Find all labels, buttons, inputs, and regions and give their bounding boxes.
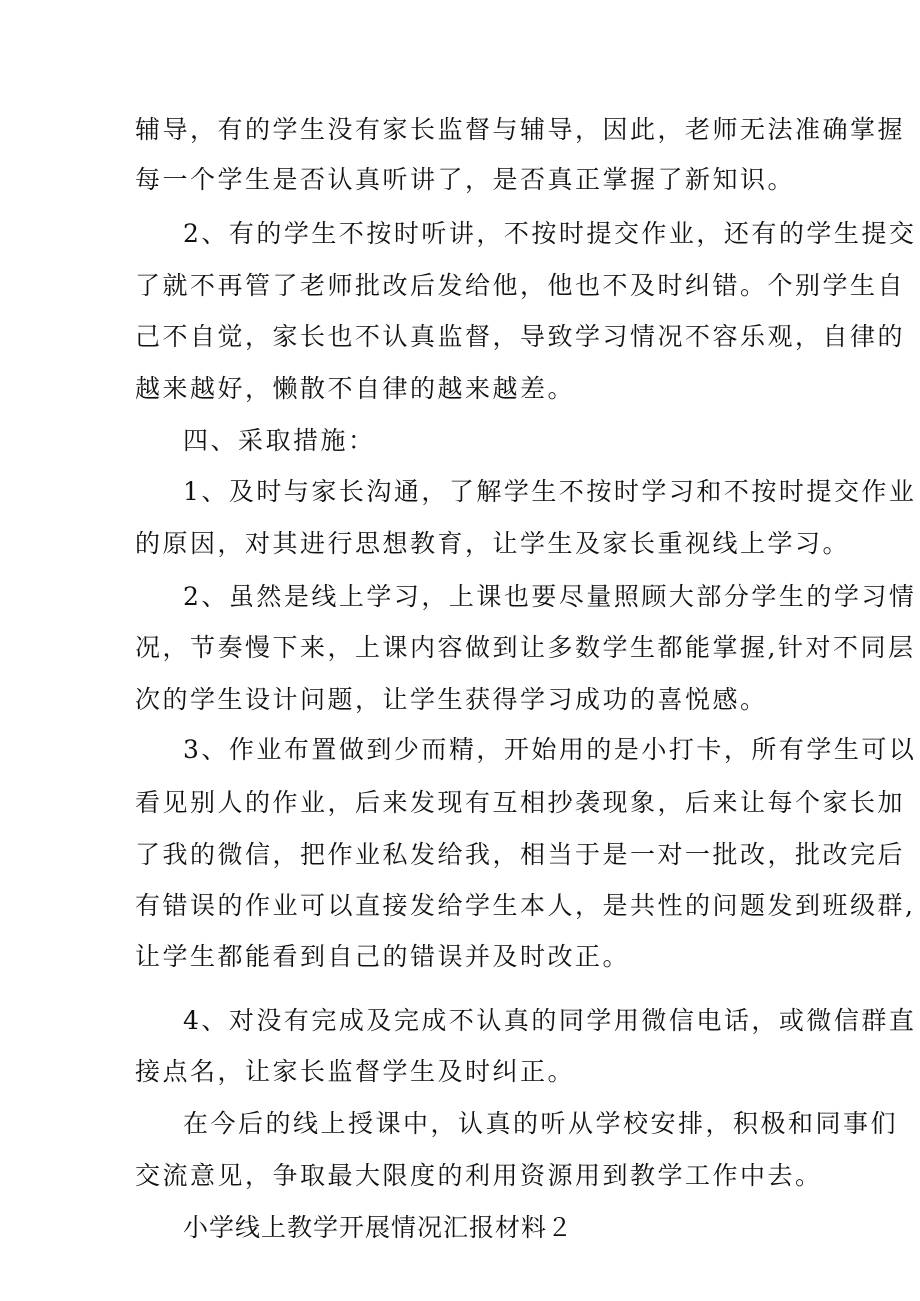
text-line: 的原因，对其进行思想教育，让学生及家长重视线上学习。 (135, 529, 851, 559)
text-line: 看见别人的作业，后来发现有互相抄袭现象，后来让每个家长加 (135, 788, 906, 818)
text-line: 4、对没有完成及完成不认真的同学用微信电话，或微信群直 (183, 1005, 917, 1035)
text-line: 1、及时与家长沟通，了解学生不按时学习和不按时提交作业 (183, 477, 917, 507)
subsection-title: 小学线上教学开展情况汇报材料２ (183, 1212, 574, 1242)
text-line: 了我的微信，把作业私发给我，相当于是一对一批改，批改完后 (135, 839, 906, 869)
text-line: 交流意见，争取最大限度的利用资源用到教学工作中去。 (135, 1160, 823, 1190)
text-line: 3、作业布置做到少而精，开始用的是小打卡，所有学生可以 (183, 735, 917, 765)
section-heading: 四、采取措施： (183, 425, 376, 455)
text-line: 己不自觉，家长也不认真监督，导致学习情况不容乐观，自律的 (135, 322, 906, 352)
text-line: 辅导，有的学生没有家长监督与辅导，因此，老师无法准确掌握 (135, 115, 906, 144)
text-line: 让学生都能看到自己的错误并及时改正。 (135, 941, 631, 971)
text-line: 每一个学生是否认真听讲了，是否真正掌握了新知识。 (135, 164, 796, 194)
text-line: 有错误的作业可以直接发给学生本人，是共性的问题发到班级群, (135, 890, 916, 920)
text-line: 2、虽然是线上学习，上课也要尽量照顾大部分学生的学习情 (183, 581, 917, 611)
text-line: 了就不再管了老师批改后发给他，他也不及时纠错。个别学生自 (135, 271, 906, 301)
text-line: 次的学生设计问题，让学生获得学习成功的喜悦感。 (135, 684, 768, 714)
text-line: 况，节奏慢下来，上课内容做到让多数学生都能掌握,针对不同层 (135, 632, 916, 662)
text-line: 2、有的学生不按时听讲，不按时提交作业，还有的学生提交 (183, 218, 917, 248)
text-line: 在今后的线上授课中，认真的听从学校安排，积极和同事们 (183, 1109, 899, 1139)
text-line: 越来越好，懒散不自律的越来越差。 (135, 373, 576, 403)
text-line: 接点名，让家长监督学生及时纠正。 (135, 1057, 576, 1087)
